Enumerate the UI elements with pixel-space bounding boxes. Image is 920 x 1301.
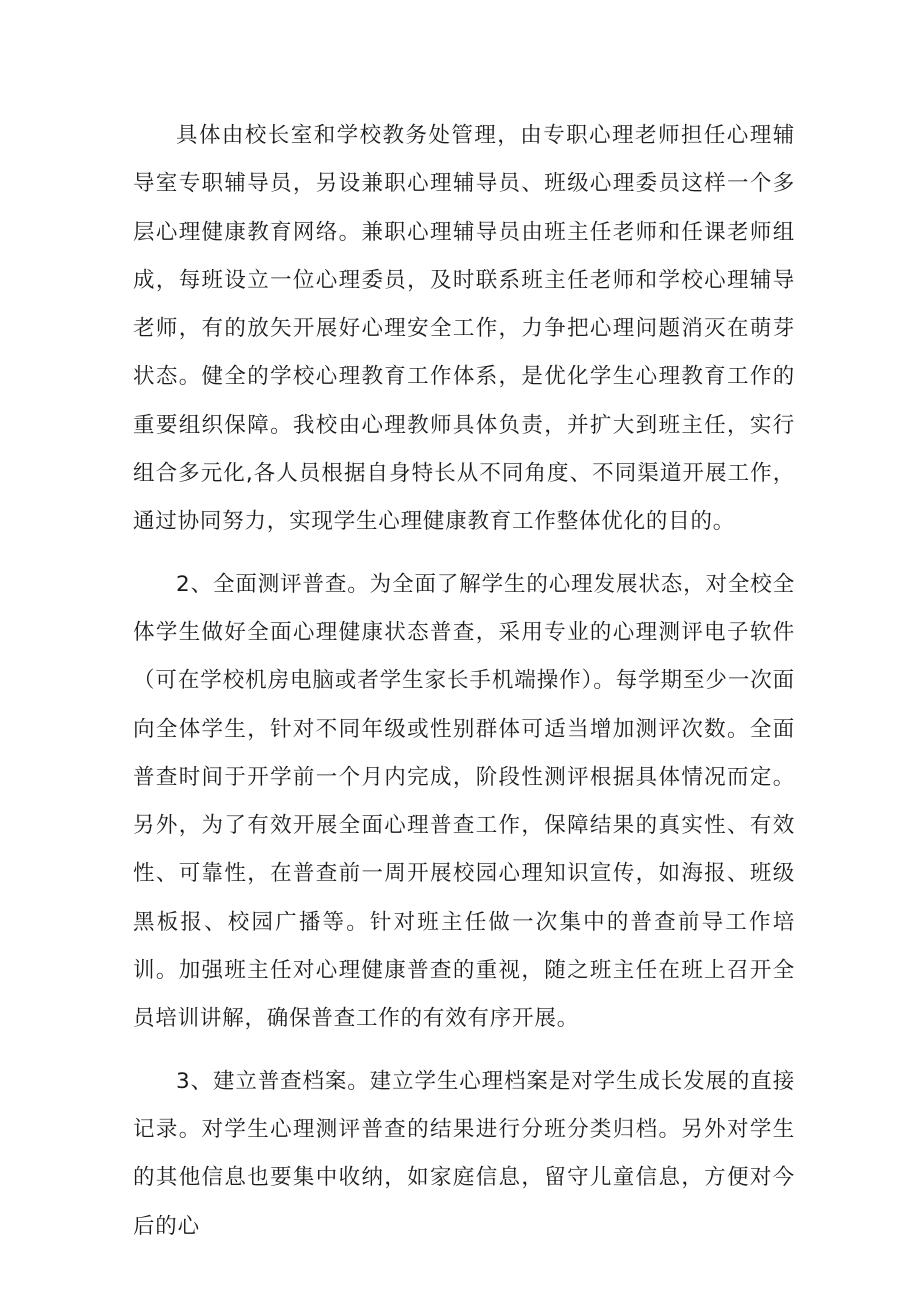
paragraph-2: 2、全面测评普查。为全面了解学生的心理发展状态，对全校全体学生做好全面心理健康状态普查，采用专业的心理测评电子软件（可在学校机房电脑或者学生家长手机端操作）。每学期至少一次面向全体学生，针对不同年级或性别群体可适当增加测评次数。全面普查时间于开学前一个月内完成，阶段性测评根据具体情况而定。另外，为了有效开展全面心理普查工作，保障结果的真实性、有效性、可靠性，在普查前一周开展校园心理知识宣传，如海报、班级黑板报、校园广播等。针对班主任做一次集中的普查前导工作培训。加强班主任对心理健康普查的重视，随之班主任在班上召开全员培训讲解，确保普查工作的有效有序开展。 [133, 571, 795, 1032]
paragraph-1: 具体由校长室和学校教务处管理，由专职心理老师担任心理辅导室专职辅导员，另设兼职心理辅导员、班级心理委员这样一个多层心理健康教育网络。兼职心理辅导员由班主任老师和任课老师组成，每班设立一位心理委员，及时联系班主任老师和学校心理辅导老师，有的放矢开展好心理安全工作，力争把心理问题消灭在萌芽状态。健全的学校心理教育工作体系，是优化学生心理教育工作的重要组织保障。我校由心理教师具体负责，并扩大到班主任，实行组合多元化,各人员根据自身特长从不同角度、不同渠道开展工作，通过协同努力，实现学生心理健康教育工作整体优化的目的。 [133, 123, 795, 535]
document-body [133, 112, 795, 1251]
paragraph-3: 3、建立普查档案。建立学生心理档案是对学生成长发展的直接记录。对学生心理测评普查的结果进行分班分类归档。另外对学生的其他信息也要集中收纳，如家庭信息，留守儿童信息，方便对今后的心 [133, 1068, 795, 1239]
